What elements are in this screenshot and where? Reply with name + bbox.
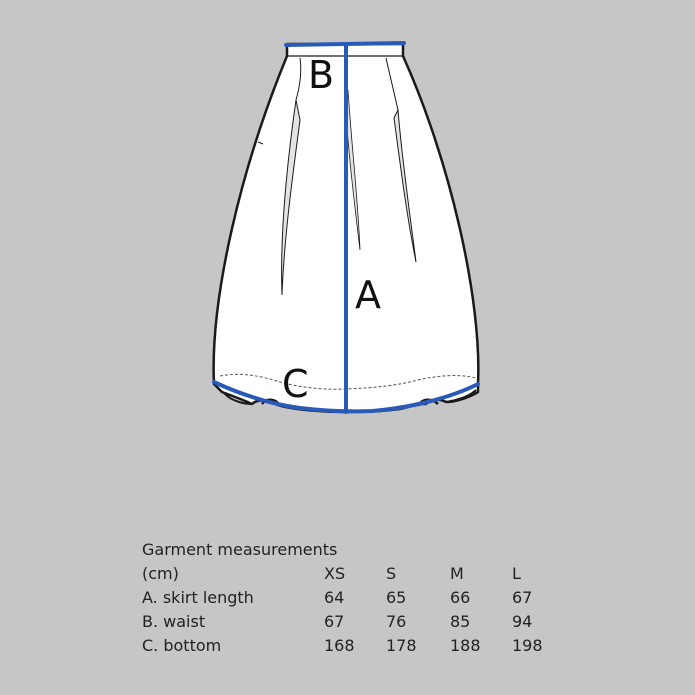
table-title: Garment measurements	[142, 540, 338, 559]
table-cell: 198	[512, 636, 543, 655]
table-row	[142, 610, 562, 634]
table-row	[142, 586, 562, 610]
measure-label-a: A	[355, 273, 381, 317]
table-cell: 66	[450, 588, 471, 607]
size-header: XS	[324, 564, 346, 583]
row-label: C. bottom	[142, 636, 222, 655]
row-label: B. waist	[142, 612, 206, 631]
table-cell: 178	[386, 636, 417, 655]
table-cell: 65	[386, 588, 407, 607]
table-cell: 168	[324, 636, 355, 655]
table-cell: 67	[324, 612, 345, 631]
table-cell: 85	[450, 612, 471, 631]
measurements-grid	[142, 562, 562, 658]
table-cell: 76	[386, 612, 407, 631]
unit-label: (cm)	[142, 564, 179, 583]
measure-label-b: B	[308, 53, 335, 97]
table-cell: 64	[324, 588, 345, 607]
size-header: L	[512, 564, 521, 583]
table-row	[142, 634, 562, 658]
row-label: A. skirt length	[142, 588, 254, 607]
table-cell: 188	[450, 636, 481, 655]
measure-label-c: C	[282, 362, 309, 406]
table-cell: 94	[512, 612, 533, 631]
table-cell: 67	[512, 588, 533, 607]
measurements-table	[142, 538, 562, 658]
size-header: M	[450, 564, 464, 583]
size-header: S	[386, 564, 397, 583]
table-header-row	[142, 562, 562, 586]
